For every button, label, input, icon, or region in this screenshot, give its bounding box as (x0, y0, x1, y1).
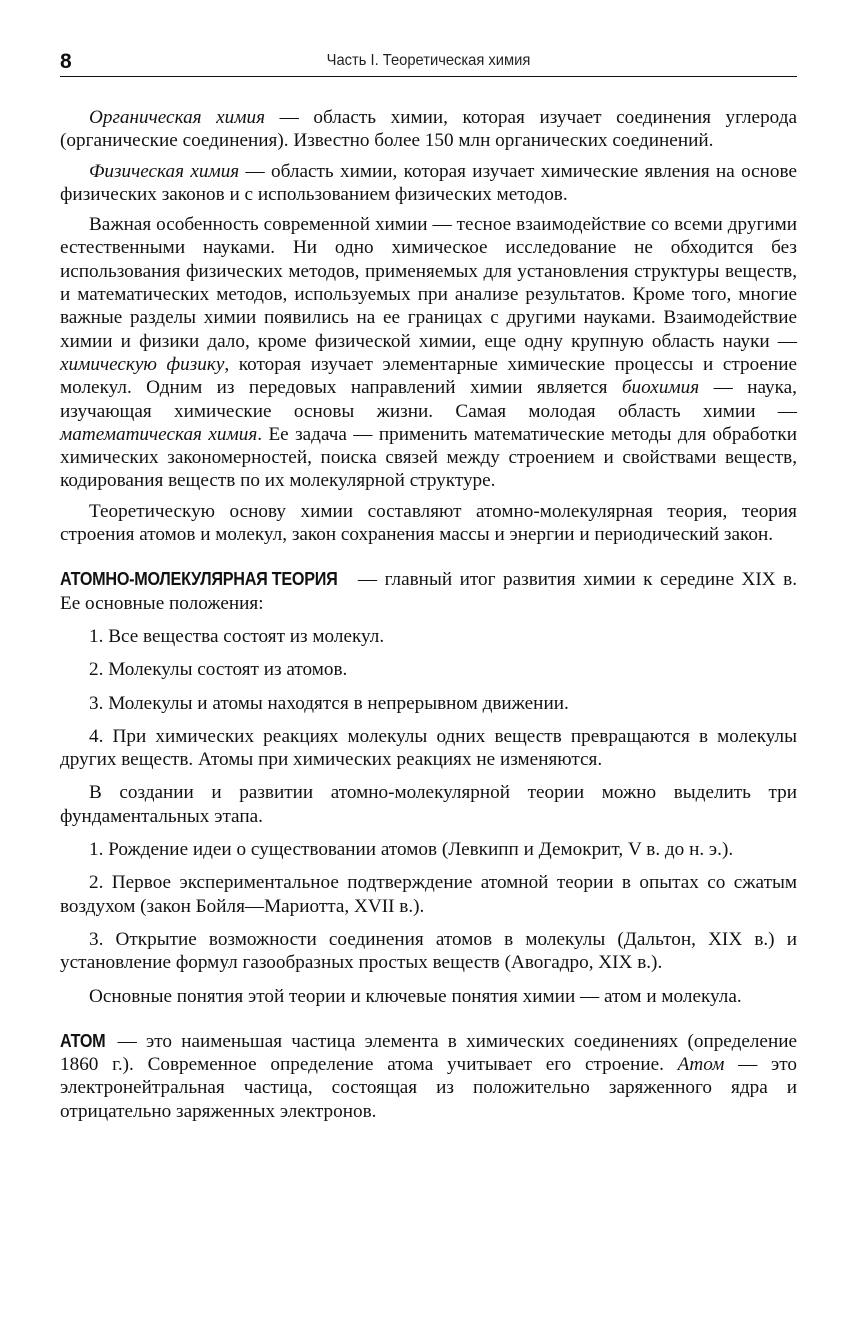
paragraph-key-concepts: Основные понятия этой теории и ключевые понятия химии — атом и молекула. (89, 985, 742, 1007)
term-atom-italic: Атом (677, 1054, 725, 1076)
list-item: 2. Молекулы состоят из атомов. (89, 659, 348, 681)
list-item: 2. Первое экспериментальное подтверждение атомной теории в опытах со сжатым воздухом (закон Бойля—Мариотта, XVII в.). (60, 872, 797, 917)
paragraph-text: — область химии, которая изучает химические явления на основе физических законов и с использованием физических методов. (60, 160, 797, 205)
running-head: Часть I. Теоретическая химия (326, 52, 531, 69)
page-number: 8 (60, 50, 72, 73)
list-item: 1. Все вещества состоят из молекул. (89, 625, 385, 647)
paragraph-theoretical-basis: Теоретическую основу химии составляют атомно-молекулярная теория, теория строения атомов и молекул, закон сохранения массы и энергии и периодический закон. (60, 500, 797, 546)
term-chemical-physics: химическую физику (60, 353, 225, 375)
paragraph-text: — это электронейтральная частица, состоящая из положительно заряженного ядра и отрицательно заряженных электронов. (60, 1054, 797, 1122)
paragraph-atomic-molecular-theory (60, 568, 797, 615)
list-item: 1. Рождение идеи о существовании атомов (Левкипп и Демокрит, V в. до н. э.). (89, 839, 734, 861)
paragraph-text: . Ее задача — применить математические методы для обработки химических закономерностей, поиска связей между строением и свойствами веществ, кодирования веществ по их молекулярной структуре. (60, 423, 798, 492)
paragraph-organic-chemistry (60, 106, 797, 153)
paragraph-interdisciplinary (60, 213, 797, 493)
paragraph-text: — главный итог развития химии к середине XIX в. Ее основные положения: (60, 569, 797, 614)
paragraph-physical-chemistry (60, 160, 797, 207)
term-atom: АТОМ (60, 1030, 106, 1051)
term-organic-chemistry: Органическая химия (89, 107, 266, 128)
paragraph-atom-definition (60, 1030, 797, 1123)
page-header (60, 48, 797, 77)
term-mathematical-chemistry: математическая химия (60, 423, 258, 445)
page-body (60, 106, 797, 1123)
paragraph-text: Важная особенность современной химии — тесное взаимодействие со всеми другими естественными науками. Ни одно химическое исследование не обходится без использования физических методов, применяемых для установления структуры веществ, и математических методов, используемых при анализе результатов. Кроме того, многие важные разделы химии появились на ее границах с другими науками. Взаимодействие химии и физики дало, кроме физической химии, еще одну крупную область науки — (60, 214, 797, 352)
list-item: 3. Молекулы и атомы находятся в непрерывном движении. (89, 692, 569, 714)
paragraph-text: — область химии, которая изучает соединения углерода (органические соединения). Известно более 150 млн органических соединений. (60, 107, 797, 152)
term-physical-chemistry: Физическая химия (89, 160, 240, 182)
paragraph-text: — наука, изучающая химические основы жизни. Самая молодая область химии — (60, 377, 797, 422)
list-item: 4. При химических реакциях молекулы одних веществ превращаются в молекулы других веществ. Атомы при химических реакциях не изменяются. (60, 725, 797, 771)
list-item: 3. Открытие возможности соединения атомов в молекулы (Дальтон, XIX в.) и установление формул газообразных простых веществ (Авогадро, XIX в.). (60, 928, 797, 974)
paragraph-stages-intro: В создании и развитии атомно-молекулярной теории можно выделить три фундаментальных этапа. (60, 782, 797, 827)
paragraph-text: , которая изучает элементарные химические процессы и строение молекул. Одним из передовых направлений химии является (60, 353, 797, 399)
term-atomic-molecular-theory: АТОМНО-МОЛЕКУЛЯРНАЯ ТЕОРИЯ (60, 569, 338, 590)
paragraph-text: — это наименьшая частица элемента в химических соединениях (определение 1860 г.). Современное определение атома учитывает его строение. (60, 1030, 797, 1076)
term-biochemistry: биохимия (621, 377, 700, 399)
